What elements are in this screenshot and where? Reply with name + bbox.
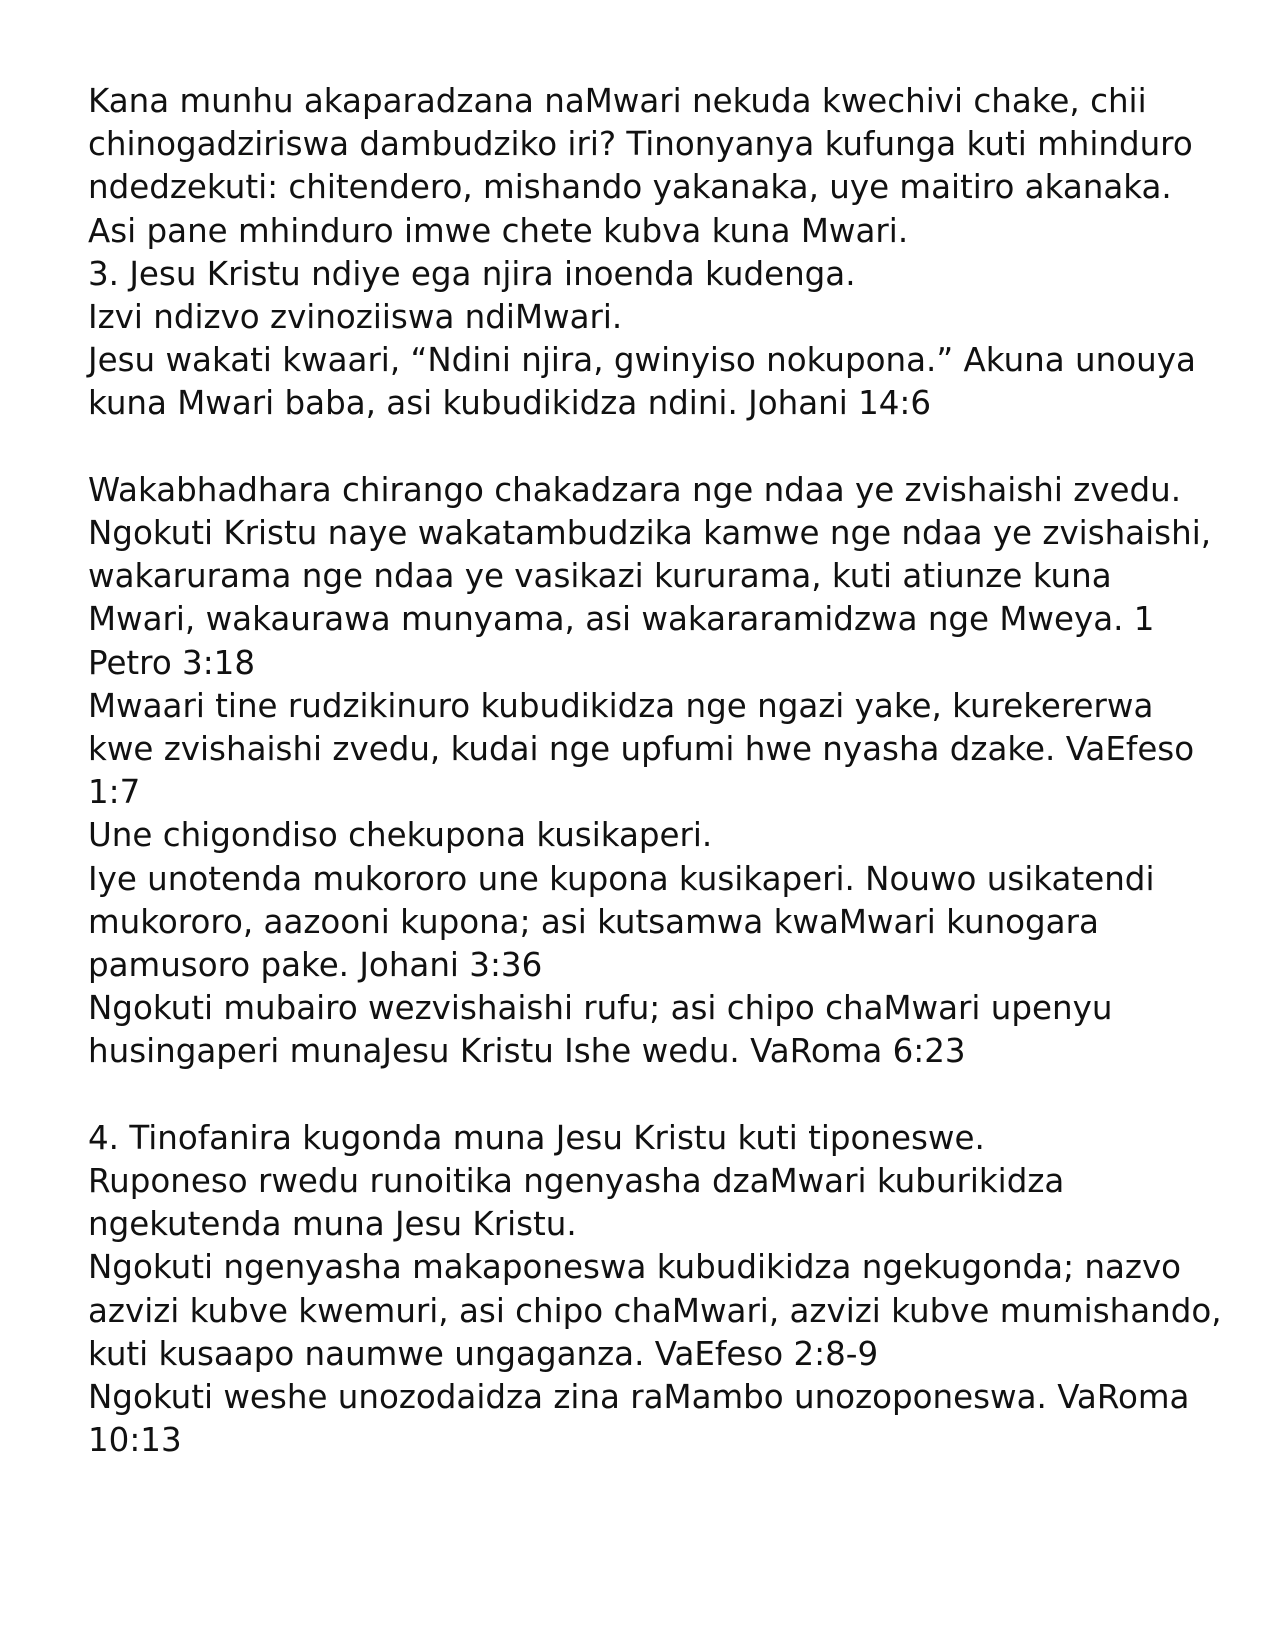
document-page [88, 80, 1228, 1462]
paragraph-spacer [88, 426, 1228, 469]
statement-line: Une chigondiso chekupona kusikaperi. [88, 816, 713, 855]
verse-romans-6-23: Ngokuti mubairo wezvishaishi rufu; asi chipo chaMwari upenyu husingaperi munaJesu Kristu Ishe wedu. VaRoma 6:23 [88, 989, 1113, 1071]
point-3-heading: 3. Jesu Kristu ndiye ega njira inoenda kudenga. [88, 254, 856, 293]
statement-line: Ruponeso rwedu runoitika ngenyasha dzaMwari kuburikidza ngekutenda muna Jesu Kristu. [88, 1162, 1065, 1244]
verse-john-3-36: Iye unotenda mukororo une kupona kusikaperi. Nouwo usikatendi mukororo, aazooni kupona; asi kutsamwa kwaMwari kunogara pamusoro pake. Johani 3:36 [88, 859, 1155, 985]
statement-line: Wakabhadhara chirango chakadzara nge ndaa ye zvishaishi zvedu. [88, 470, 1182, 509]
statement-line: Izvi ndizvo zvinoziiswa ndiMwari. [88, 298, 623, 337]
verse-ephesians-1-7: Mwaari tine rudzikinuro kubudikidza nge ngazi yake, kurekererwa kwe zvishaishi zvedu, kudai nge upfumi hwe nyasha dzake. VaEfeso 1:7 [88, 686, 1195, 812]
verse-romans-10-13: Ngokuti weshe unozodaidza zina raMambo unozoponeswa. VaRoma 10:13 [88, 1378, 1190, 1460]
paragraph-spacer [88, 1074, 1228, 1117]
verse-john-14-6: Jesu wakati kwaari, “Ndini njira, gwinyiso nokupona.” Akuna unouya kuna Mwari baba, asi kubudikidza ndini. Johani 14:6 [88, 341, 1196, 423]
intro-paragraph: Kana munhu akaparadzana naMwari nekuda kwechivi chake, chii chinogadziriswa dambudziko iri? Tinonyanya kufunga kuti mhinduro ndedzekuti: chitendero, mishando yakanaka, uye maitiro akanaka. Asi pane mhinduro imwe chete kubva kuna Mwari. [88, 82, 1193, 250]
point-4-heading: 4. Tinofanira kugonda muna Jesu Kristu kuti tiponeswe. [88, 1118, 985, 1157]
verse-1-peter-3-18: Ngokuti Kristu naye wakatambudzika kamwe nge ndaa ye zvishaishi, wakarurama nge ndaa ye vasikazi kururama, kuti atiunze kuna Mwari, wakaurawa munyama, asi wakararamidzwa nge Mweya. 1 Petro 3:18 [88, 514, 1212, 682]
verse-ephesians-2-8-9: Ngokuti ngenyasha makaponeswa kubudikidza ngekugonda; nazvo azvizi kubve kwemuri, asi chipo chaMwari, azvizi kubve mumishando, kuti kusaapo naumwe ungaganza. VaEfeso 2:8-9 [88, 1248, 1222, 1373]
